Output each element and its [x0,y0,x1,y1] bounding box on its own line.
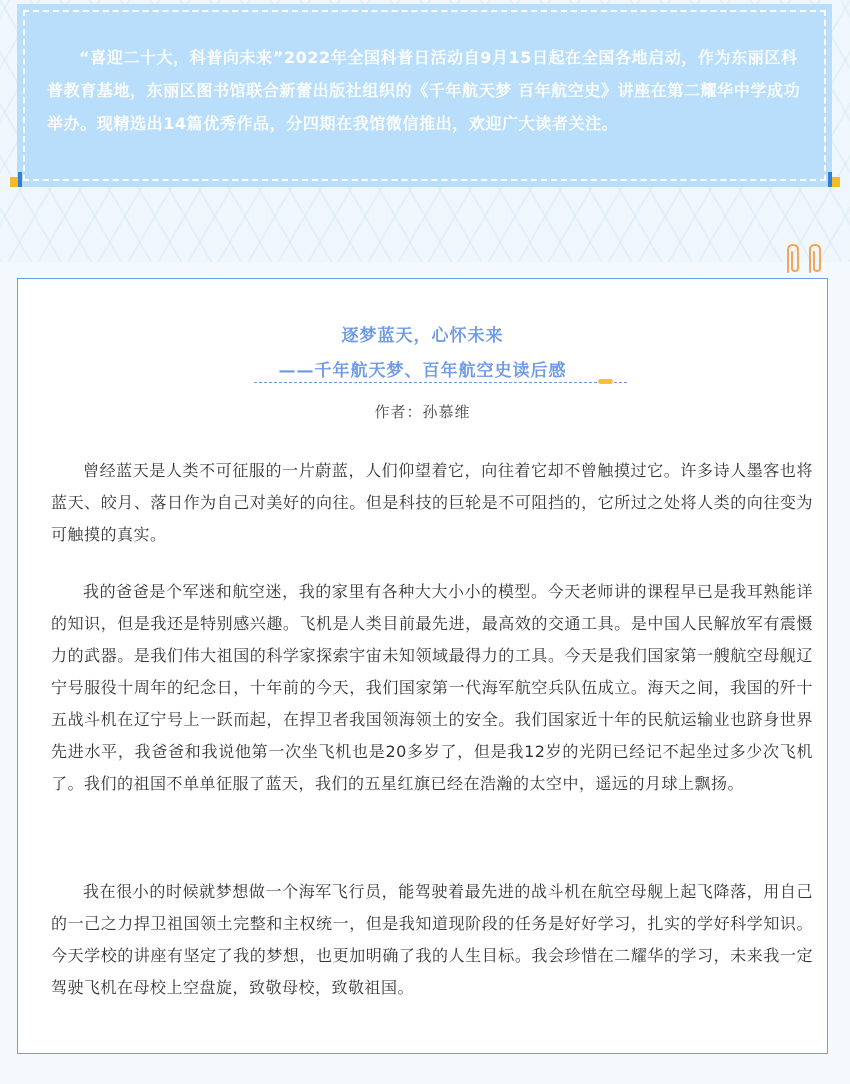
corner-accent-right [832,177,840,187]
article-subtitle: ——千年航天梦、百年航空史读后感 [278,361,567,381]
corner-bar-left [18,172,22,187]
intro-text: “喜迎二十大，科普向未来”2022年全国科普日活动自9月15日起在全国各地启动，作为东丽区科普教育基地，东丽区图书馆联合新蕾出版社组织的《千年航天梦 百年航空史》讲座在第二耀华中学成功举办。现精选出14篇优秀作品，分四期在我馆微信推出，欢迎广大读者关注。 [47,48,801,133]
title-divider [254,382,627,383]
paperclip-icon [780,242,828,276]
title-divider-accent [598,379,613,384]
paragraph-3: 我在很小的时候就梦想做一个海军飞行员，能驾驶着最先进的战斗机在航空母舰上起飞降落，用自己的一己之力捍卫祖国领土完整和主权统一，但是我知道现阶段的任务是好好学习，扎实的学好科学知识。今天学校的讲座有坚定了我的梦想，也更加明确了我的人生目标。我会珍惜在二耀华的学习，未来我一定驾驶飞机在母校上空盘旋，致敬母校，致敬祖国。 [51,882,813,997]
article-card [17,278,828,1054]
corner-accent-left [10,177,18,187]
paragraph-1: 曾经蓝天是人类不可征服的一片蔚蓝，人们仰望着它，向往着它却不曾触摸过它。许多诗人墨客也将蓝天、皎月、落日作为自己对美好的向往。但是科技的巨轮是不可阻挡的，它所过之处将人类的向往变为可触摸的真实。 [51,461,813,544]
paragraph-2: 我的爸爸是个军迷和航空迷，我的家里有各种大大小小的模型。今天老师讲的课程早已是我耳熟能详的知识，但是我还是特别感兴趣。飞机是人类目前最先进，最高效的交通工具。是中国人民解放军有震慑力的武器。是我们伟大祖国的科学家探索宇宙未知领域最得力的工具。今天是我们国家第一艘航空母舰辽宁号服役十周年的纪念日，十年前的今天，我们国家第一代海军航空兵队伍成立。海天之间，我国的歼十五战斗机在辽宁号上一跃而起，在捍卫者我国领海领土的安全。我们国家近十年的民航运输业也跻身世界先进水平，我爸爸和我说他第一次坐飞机也是20多岁了，但是我12岁的光阴已经记不起坐过多少次飞机了。我们的祖国不单单征服了蓝天，我们的五星红旗已经在浩瀚的太空中，遥远的月球上飘扬。 [51,582,813,793]
article-title: 逐梦蓝天，心怀未来 [341,326,504,346]
article-author: 作者：孙慕维 [374,403,471,421]
corner-bar-right [828,172,832,187]
intro-banner [17,4,832,187]
